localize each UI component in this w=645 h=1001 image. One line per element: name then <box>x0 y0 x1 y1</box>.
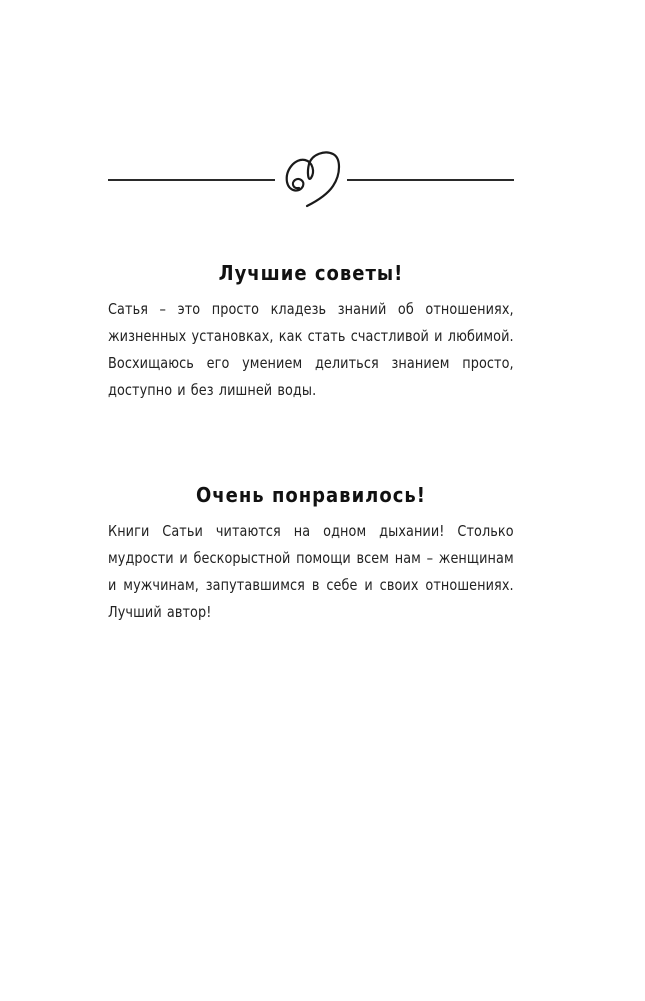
divider-line-left <box>108 179 275 181</box>
review-text: Сатья – это просто кладезь знаний об отношениях, жизненных установках, как стать счастливой и любимой. Восхищаюсь его умением делиться знанием просто, доступно и без лишней воды. <box>108 300 514 399</box>
divider-line-right <box>347 179 514 181</box>
review-title: Лучшие советы! <box>218 261 404 285</box>
review-card <box>108 482 514 626</box>
review-card <box>108 260 514 404</box>
review-title: Очень понравилось! <box>196 483 426 507</box>
review-text: Книги Сатьи читаются на одном дыхании! Столько мудрости и бескорыстной помощи всем нам – женщинам и мужчинам, запутавшимся в себе и своих отношениях. Лучший автор! <box>108 522 514 621</box>
heart-flourish-icon <box>283 148 343 214</box>
heart-divider <box>108 148 514 214</box>
